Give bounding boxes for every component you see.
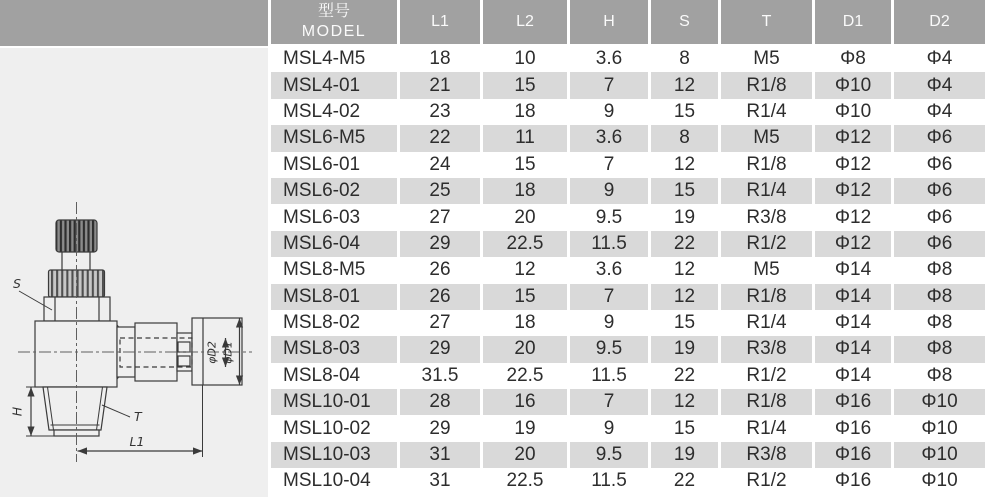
value-cell: 21: [397, 72, 480, 98]
table-row: [271, 99, 985, 125]
value-cell: 18: [397, 46, 480, 72]
value-cell: M5: [718, 257, 812, 283]
table-row: [271, 46, 985, 72]
model-cell: MSL6-04: [271, 231, 397, 257]
value-cell: Φ8: [891, 336, 985, 362]
value-cell: Φ6: [891, 231, 985, 257]
value-cell: Φ10: [891, 389, 985, 415]
value-cell: 18: [480, 178, 567, 204]
value-cell: Φ6: [891, 152, 985, 178]
value-cell: Φ10: [812, 72, 891, 98]
value-cell: R1/4: [718, 415, 812, 441]
value-cell: Φ12: [812, 152, 891, 178]
value-cell: 22: [648, 468, 718, 494]
value-cell: 31.5: [397, 363, 480, 389]
value-cell: 19: [648, 336, 718, 362]
model-cell: MSL10-02: [271, 415, 397, 441]
left-header-block: [0, 0, 268, 46]
value-cell: 11: [480, 125, 567, 151]
value-cell: Φ4: [891, 46, 985, 72]
value-cell: R3/8: [718, 204, 812, 230]
value-cell: 18: [480, 99, 567, 125]
value-cell: M5: [718, 125, 812, 151]
t-leader-line: [102, 405, 130, 417]
value-cell: 29: [397, 415, 480, 441]
value-cell: R1/4: [718, 178, 812, 204]
value-cell: 19: [648, 204, 718, 230]
value-cell: R1/2: [718, 363, 812, 389]
value-cell: 23: [397, 99, 480, 125]
table-row: [271, 257, 985, 283]
value-cell: 27: [397, 310, 480, 336]
value-cell: 3.6: [567, 257, 648, 283]
value-cell: Φ10: [891, 442, 985, 468]
value-cell: 22.5: [480, 468, 567, 494]
column-header-d2: D2: [891, 0, 985, 46]
value-cell: Φ8: [891, 310, 985, 336]
value-cell: Φ6: [891, 125, 985, 151]
value-cell: 9.5: [567, 442, 648, 468]
fitting-drawing: [0, 48, 268, 497]
value-cell: 8: [648, 125, 718, 151]
value-cell: 15: [648, 178, 718, 204]
label-h: H: [9, 406, 25, 417]
value-cell: 26: [397, 257, 480, 283]
value-cell: Φ8: [891, 284, 985, 310]
value-cell: 31: [397, 468, 480, 494]
value-cell: Φ8: [891, 363, 985, 389]
model-cell: MSL6-02: [271, 178, 397, 204]
value-cell: Φ6: [891, 178, 985, 204]
value-cell: R1/8: [718, 389, 812, 415]
table-row: [271, 415, 985, 441]
value-cell: 20: [480, 204, 567, 230]
table-row: [271, 336, 985, 362]
value-cell: 15: [648, 310, 718, 336]
value-cell: 12: [648, 72, 718, 98]
value-cell: M5: [718, 46, 812, 72]
value-cell: Φ14: [812, 257, 891, 283]
table-row: [271, 72, 985, 98]
value-cell: Φ8: [891, 257, 985, 283]
value-cell: R1/8: [718, 152, 812, 178]
value-cell: 9: [567, 415, 648, 441]
model-cell: MSL8-03: [271, 336, 397, 362]
model-header-en: MODEL: [301, 23, 367, 40]
value-cell: 26: [397, 284, 480, 310]
value-cell: 9: [567, 99, 648, 125]
table-row: [271, 310, 985, 336]
value-cell: 20: [480, 442, 567, 468]
value-cell: 12: [480, 257, 567, 283]
label-l1: L1: [129, 434, 145, 449]
value-cell: R1/8: [718, 284, 812, 310]
value-cell: Φ16: [812, 442, 891, 468]
value-cell: 15: [648, 415, 718, 441]
table-row: [271, 468, 985, 494]
value-cell: Φ14: [812, 363, 891, 389]
table-body: [271, 46, 985, 495]
value-cell: 28: [397, 389, 480, 415]
value-cell: R1/8: [718, 72, 812, 98]
value-cell: R1/4: [718, 310, 812, 336]
value-cell: Φ4: [891, 99, 985, 125]
value-cell: Φ14: [812, 310, 891, 336]
value-cell: Φ16: [812, 468, 891, 494]
value-cell: 9: [567, 310, 648, 336]
value-cell: 19: [480, 415, 567, 441]
value-cell: Φ14: [812, 336, 891, 362]
value-cell: R1/2: [718, 468, 812, 494]
model-cell: MSL4-02: [271, 99, 397, 125]
table-row: [271, 284, 985, 310]
table-row: [271, 389, 985, 415]
table-row: [271, 231, 985, 257]
value-cell: R1/4: [718, 99, 812, 125]
value-cell: 11.5: [567, 363, 648, 389]
value-cell: Φ8: [812, 46, 891, 72]
model-header-zh: 型号: [317, 3, 350, 20]
column-header-d1: D1: [812, 0, 891, 46]
value-cell: 31: [397, 442, 480, 468]
value-cell: 7: [567, 72, 648, 98]
label-s: S: [13, 276, 21, 291]
column-header-t: T: [718, 0, 812, 46]
column-header-s: S: [648, 0, 718, 46]
value-cell: 9.5: [567, 336, 648, 362]
value-cell: Φ6: [891, 204, 985, 230]
model-cell: MSL10-03: [271, 442, 397, 468]
spec-table: [271, 0, 985, 495]
value-cell: 9.5: [567, 204, 648, 230]
value-cell: 22: [648, 231, 718, 257]
value-cell: Φ10: [891, 415, 985, 441]
value-cell: 15: [480, 72, 567, 98]
value-cell: Φ10: [812, 99, 891, 125]
model-cell: MSL8-01: [271, 284, 397, 310]
column-header-h: H: [567, 0, 648, 46]
technical-drawing-panel: [0, 48, 268, 497]
value-cell: 12: [648, 284, 718, 310]
model-cell: MSL8-02: [271, 310, 397, 336]
column-header-l1: L1: [397, 0, 480, 46]
value-cell: 19: [648, 442, 718, 468]
value-cell: 9: [567, 178, 648, 204]
table-header-row: [271, 0, 985, 46]
table-row: [271, 152, 985, 178]
value-cell: 25: [397, 178, 480, 204]
spec-table-area: [271, 0, 985, 497]
value-cell: 16: [480, 389, 567, 415]
value-cell: 27: [397, 204, 480, 230]
value-cell: 11.5: [567, 231, 648, 257]
value-cell: 7: [567, 284, 648, 310]
value-cell: 22.5: [480, 363, 567, 389]
value-cell: 8: [648, 46, 718, 72]
value-cell: Φ10: [891, 468, 985, 494]
value-cell: Φ12: [812, 178, 891, 204]
value-cell: 18: [480, 310, 567, 336]
label-d1: φD1: [221, 341, 235, 364]
value-cell: 3.6: [567, 46, 648, 72]
table-row: [271, 204, 985, 230]
model-cell: MSL4-M5: [271, 46, 397, 72]
value-cell: 10: [480, 46, 567, 72]
value-cell: Φ12: [812, 125, 891, 151]
value-cell: 15: [480, 284, 567, 310]
label-t: T: [134, 409, 142, 424]
column-header-model: [271, 0, 397, 46]
value-cell: 7: [567, 152, 648, 178]
value-cell: Φ14: [812, 284, 891, 310]
value-cell: 22.5: [480, 231, 567, 257]
value-cell: 12: [648, 152, 718, 178]
table-row: [271, 442, 985, 468]
value-cell: 3.6: [567, 125, 648, 151]
value-cell: Φ12: [812, 231, 891, 257]
value-cell: R3/8: [718, 442, 812, 468]
value-cell: Φ4: [891, 72, 985, 98]
value-cell: 7: [567, 389, 648, 415]
value-cell: 15: [480, 152, 567, 178]
model-cell: MSL6-01: [271, 152, 397, 178]
value-cell: Φ16: [812, 415, 891, 441]
model-cell: MSL10-04: [271, 468, 397, 494]
column-header-l2: L2: [480, 0, 567, 46]
model-cell: MSL8-04: [271, 363, 397, 389]
table-row: [271, 125, 985, 151]
model-cell: MSL8-M5: [271, 257, 397, 283]
model-cell: MSL6-M5: [271, 125, 397, 151]
table-row: [271, 178, 985, 204]
value-cell: Φ16: [812, 389, 891, 415]
model-cell: MSL10-01: [271, 389, 397, 415]
value-cell: 24: [397, 152, 480, 178]
value-cell: 29: [397, 231, 480, 257]
model-cell: MSL4-01: [271, 72, 397, 98]
value-cell: Φ12: [812, 204, 891, 230]
value-cell: 20: [480, 336, 567, 362]
value-cell: 12: [648, 257, 718, 283]
value-cell: 22: [648, 363, 718, 389]
value-cell: 12: [648, 389, 718, 415]
value-cell: R3/8: [718, 336, 812, 362]
value-cell: 22: [397, 125, 480, 151]
table-row: [271, 363, 985, 389]
value-cell: 29: [397, 336, 480, 362]
value-cell: 11.5: [567, 468, 648, 494]
value-cell: R1/2: [718, 231, 812, 257]
value-cell: 15: [648, 99, 718, 125]
model-cell: MSL6-03: [271, 204, 397, 230]
label-d2: φD2: [205, 341, 219, 364]
